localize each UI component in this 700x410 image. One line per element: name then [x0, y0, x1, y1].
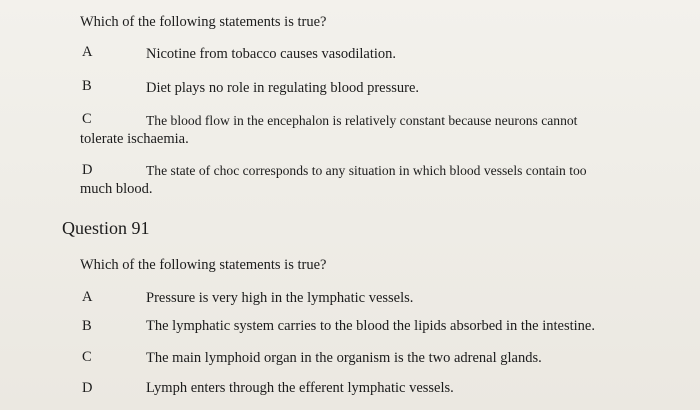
option-letter-a-2: A: [82, 289, 93, 305]
question-stem: Which of the following statements is true?: [80, 14, 327, 30]
option-text-c: The blood flow in the encephalon is relatively constant because neurons cannot: [146, 113, 578, 128]
option-text-c-2: The main lymphoid organ in the organism is the two adrenal glands.: [146, 350, 542, 366]
option-letter-c: C: [82, 111, 92, 127]
option-letter-b: B: [82, 78, 92, 94]
option-text-d-continuation: much blood.: [80, 181, 153, 197]
option-letter-d: D: [82, 162, 93, 178]
question-stem-2: Which of the following statements is true?: [80, 257, 327, 273]
option-text-c-continuation: tolerate ischaemia.: [80, 131, 189, 147]
question-heading: Question 91: [62, 218, 150, 238]
option-letter-c-2: C: [82, 349, 92, 365]
option-text-a: Nicotine from tobacco causes vasodilation.: [146, 46, 397, 62]
option-letter-d-2: D: [82, 380, 93, 396]
option-text-b-2: The lymphatic system carries to the blood the lipids absorbed in the intestine.: [146, 318, 595, 334]
option-letter-a: A: [82, 44, 93, 60]
option-text-b: Diet plays no role in regulating blood pressure.: [146, 80, 420, 96]
option-text-d-2: Lymph enters through the efferent lymphatic vessels.: [146, 380, 454, 396]
option-text-d: The state of choc corresponds to any situation in which blood vessels contain too: [146, 163, 587, 178]
option-text-a-2: Pressure is very high in the lymphatic vessels.: [146, 290, 414, 306]
option-letter-b-2: B: [82, 318, 92, 334]
